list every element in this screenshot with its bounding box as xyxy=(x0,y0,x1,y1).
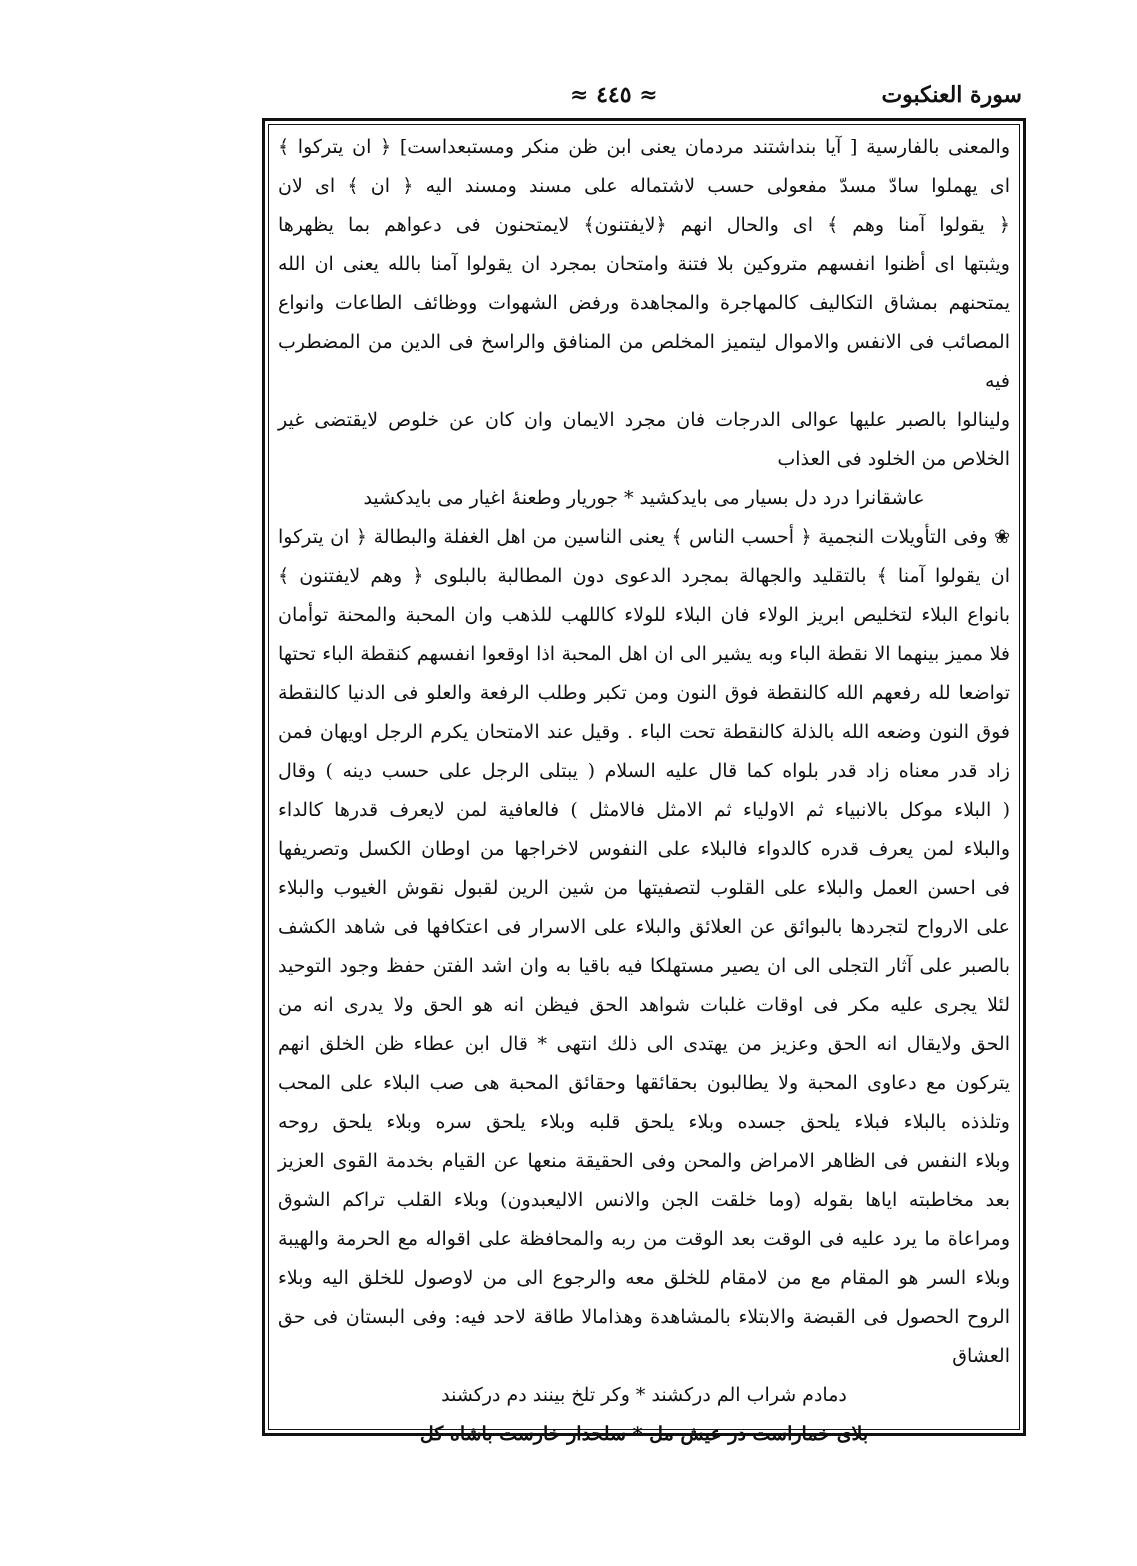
text-line: الروح الحصول فى القبضة والابتلاء بالمشاهدة وهذامالا طاقة لاحد فيه: وفى البستان فى حق العشاق xyxy=(278,1306,1010,1367)
text-line: والمعنى بالفارسية [ آيا بنداشتند مردمان يعنى ابن ظن منكر ومستبعداست] ﴿ ان يتركوا ﴾ xyxy=(278,136,1010,158)
text-line: ﴿ يقولوا آمنا وهم ﴾ اى والحال انهم ﴿لايفتنون﴾ لايمتحنون فى دعواهم بما يظهرها xyxy=(278,214,1010,236)
text-line: وبلاء النفس فى الظاهر الامراض والمحن وفى الحقيقة منعها عن القيام بخدمة القوى العزيز xyxy=(278,1150,1010,1172)
persian-verse: عاشقانرا درد دل بسيار مى بايدكشيد * جوريار وطعنهٔ اغيار مى بايدكشيد xyxy=(363,487,925,509)
text-line: الحق ولايقال انه الحق وعزيز من يهتدى الى ذلك انتهى * قال ابن عطاء ظن الخلق انهم xyxy=(278,1033,1010,1055)
text-line: بالصبر على آثار التجلى الى ان يصير مستهلكا فيه باقيا به وان اشد الفتن حفظ وجود التوحيد xyxy=(278,955,1010,977)
text-line: ولينالوا بالصبر عليها عوالى الدرجات فان مجرد الايمان وان كان عن خلوص لايقتضى غير xyxy=(278,409,1010,431)
surah-title: سورة العنكبوت xyxy=(881,82,1022,108)
text-line: ❀ وفى التأويلات النجمية ﴿ أحسب الناس ﴾ يعنى الناسين من اهل الغفلة والبطالة ﴿ ان يتركوا xyxy=(278,526,1010,548)
text-line: وتلذذه بالبلاء فبلاء يلحق جسده وبلاء يلحق قلبه وبلاء يلحق سره وبلاء يلحق روحه xyxy=(278,1111,1010,1133)
persian-verse: دمادم شراب الم دركشند * وكر تلخ بينند دم دركشند xyxy=(441,1384,847,1406)
text-line: والبلاء لمن يعرف قدره كالدواء فالبلاء على النفوس لاخراجها من اوطان الكسل وتصريفها xyxy=(278,838,1010,860)
text-line: على الارواح لتجردها بالبوائق عن العلائق والبلاء على الاسرار فى اعتكافها فى شاهد الكشف xyxy=(278,916,1010,938)
text-line: اى يهملوا سادّ مسدّ مفعولى حسب لاشتماله على مسند ومسند اليه ﴿ ان ﴾ اى لان xyxy=(278,175,1010,197)
text-line: فلا مميز بينهما الا نقطة الباء وبه يشير الى ان اهل المحبة اذا اوقعوا انفسهم كنقطة الباء تحتها xyxy=(278,643,1010,665)
text-body xyxy=(278,128,1010,1445)
text-line: زاد قدر معناه زاد قدر بلواه كما قال عليه السلام ( يبتلى الرجل على حسب دينه ) وقال xyxy=(278,760,1010,782)
text-line: يمتحنهم بمشاق التكاليف كالمهاجرة والمجاهدة ورفض الشهوات ووظائف الطاعات وانواع xyxy=(278,292,1010,314)
text-line: فى احسن العمل والبلاء على القلوب لتصفيتها من شين الرين لقبول نقوش الغيوب والبلاء xyxy=(278,877,1010,899)
text-line: المصائب فى الانفس والاموال ليتميز المخلص من المنافق والراسخ فى الدين من المضطرب فيه xyxy=(278,331,1010,392)
text-line: يتركون مع دعاوى المحبة ولا يطالبون بحقائقها وحقائق المحبة هى صب البلاء على المحب xyxy=(278,1072,1010,1094)
text-line: وبلاء السر هو المقام مع من لامقام للخلق معه والرجوع الى من لاوصول للخلق اليه وبلاء xyxy=(278,1267,1010,1289)
text-line: الخلاص من الخلود فى العذاب xyxy=(777,448,1010,470)
text-line: بانواع البلاء لتخليص ابريز الولاء فان البلاء للولاء كاللهب للذهب وان المحبة والمحنة توأمان xyxy=(278,604,1010,626)
text-line: ان يقولوا آمنا ﴾ بالتقليد والجهالة بمجرد الدعوى دون المطالبة بالبلوى ﴿ وهم لايفتنون ﴾ xyxy=(278,565,1010,587)
persian-verse: بلاى خماراست در عيش مل * سلحدار خارست باشاه كل xyxy=(419,1423,869,1445)
running-head xyxy=(270,80,1030,120)
text-line: ومراعاة ما يرد عليه فى الوقت بعد الوقت من ربه والمحافظة على اقواله مع الحرمة والهيبة xyxy=(278,1228,1010,1250)
text-line: فوق النون وضعه الله بالذلة كالنقطة تحت الباء . وقيل عند الامتحان يكرم الرجل اويهان فمن xyxy=(278,721,1010,743)
text-line: بعد مخاطبته اياها بقوله (وما خلقت الجن والانس الاليعبدون) وبلاء القلب تراكم الشوق xyxy=(278,1189,1010,1211)
text-line: ويثبتها اى أظنوا انفسهم متروكين بلا فتنة وامتحان بمجرد ان يقولوا آمنا بالله يعنى ان الله xyxy=(278,253,1010,275)
page-number: ≈ ٤٤٥ ≈ xyxy=(570,82,658,108)
text-line: لئلا يجرى عليه مكر فى اوقات غلبات شواهد الحق فيظن انه هو الحق ولا يدرى انه من xyxy=(278,994,1010,1016)
text-line: تواضعا لله رفعهم الله كالنقطة فوق النون ومن تكبر وطلب الرفعة والعلو فى الدنيا كالنقطة xyxy=(278,682,1010,704)
text-line: ( البلاء موكل بالانبياء ثم الاولياء ثم الامثل فالامثل ) فالعافية لمن لايعرف قدرها كالداء xyxy=(278,799,1010,821)
